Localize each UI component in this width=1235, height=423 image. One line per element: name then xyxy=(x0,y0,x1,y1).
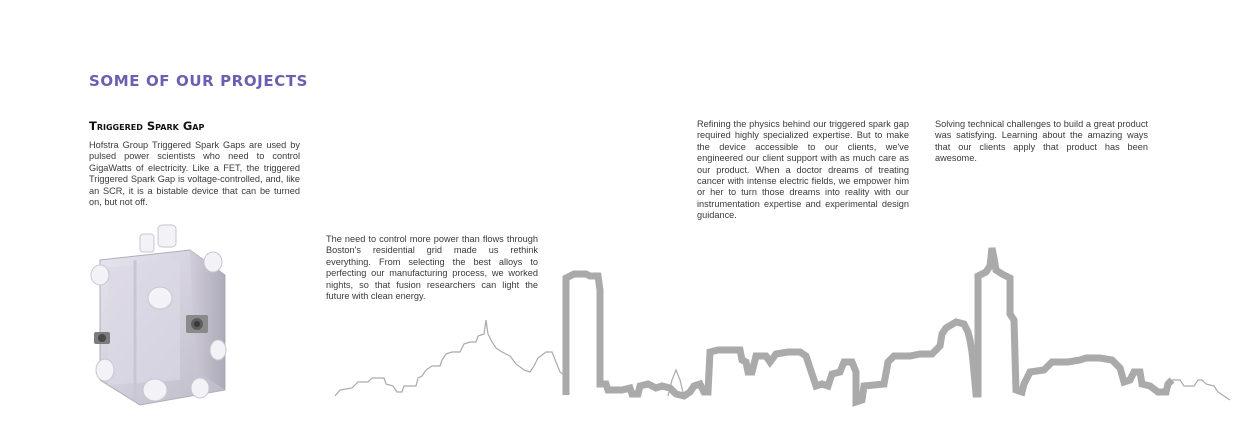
project-intro: Hofstra Group Triggered Spark Gaps are used by pulsed power scientists who need to control GigaWatts of electricity. Like a FET, the triggered Triggered Spark Gap is voltage-controlled, and, like an SCR, it is a bistable device that can be turned on, but not off. xyxy=(89,140,300,208)
project-paragraph-2: The need to control more power than flows through Boston's residential grid made us rethink everything. From selecting the best alloys to perfecting our manufacturing process, we worked nights, so that fusion researchers can light the future with clean energy. xyxy=(326,234,538,302)
section-title: SOME OF OUR PROJECTS xyxy=(89,72,309,90)
project-paragraph-3: Refining the physics behind our triggered spark gap required highly specialized expertise. But to make the device accessible to our clients, we've engineered our client support with as much care as our product. When a doctor dreams of treating cancer with intense electric fields, we empower him or her to turn those dreams into reality with our instrumentation expertise and experimental design guidance. xyxy=(697,119,909,221)
project-title: Triggered Spark Gap xyxy=(89,119,205,133)
project-paragraph-4: Solving technical challenges to build a great product was satisfying. Learning about the amazing ways that our clients apply that product has been awesome. xyxy=(935,119,1148,164)
